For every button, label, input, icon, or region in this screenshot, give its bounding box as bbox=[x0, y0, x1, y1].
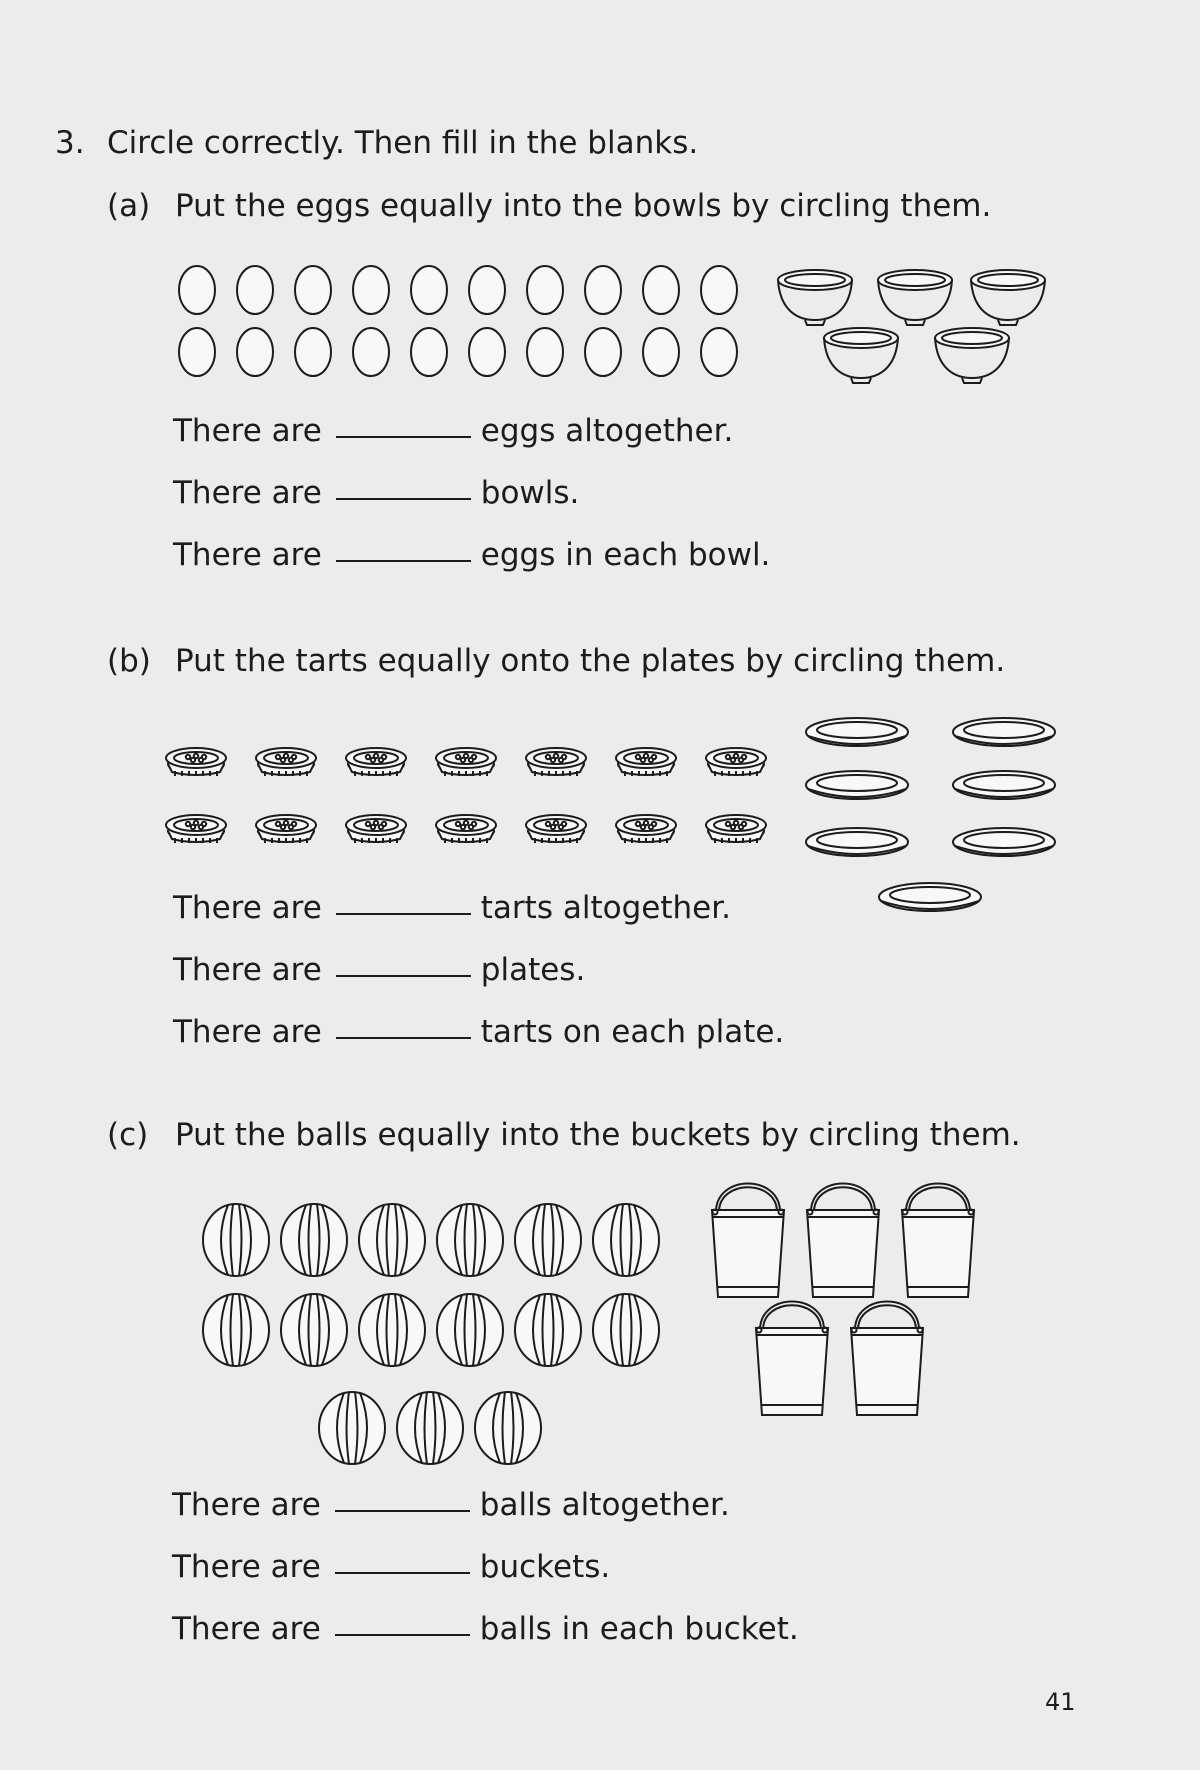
ball-icon[interactable] bbox=[593, 1204, 659, 1276]
tart-icon[interactable] bbox=[526, 815, 586, 843]
plate-icon[interactable] bbox=[806, 718, 908, 746]
line-suffix: balls in each bucket. bbox=[479, 1611, 799, 1647]
line-prefix: There are bbox=[173, 890, 322, 926]
egg-icon[interactable] bbox=[643, 328, 679, 376]
ball-icon[interactable] bbox=[397, 1392, 463, 1464]
part-a-line-3 bbox=[173, 537, 770, 573]
part-c-letter: (c) bbox=[107, 1117, 149, 1153]
egg-icon[interactable] bbox=[701, 266, 737, 314]
bucket-icon[interactable] bbox=[712, 1184, 784, 1298]
part-b-heading bbox=[107, 643, 1005, 679]
page-number: 41 bbox=[1045, 1688, 1076, 1716]
question-number: 3. bbox=[55, 125, 85, 161]
egg-icon[interactable] bbox=[585, 266, 621, 314]
part-b-letter: (b) bbox=[107, 643, 151, 679]
plate-icon[interactable] bbox=[953, 828, 1055, 856]
egg-icon[interactable] bbox=[469, 266, 505, 314]
tart-icon[interactable] bbox=[526, 748, 586, 776]
part-a-letter: (a) bbox=[107, 188, 151, 224]
plate-icon[interactable] bbox=[953, 771, 1055, 799]
ball-icon[interactable] bbox=[515, 1294, 581, 1366]
line-prefix: There are bbox=[172, 1549, 321, 1585]
bowl-icon[interactable] bbox=[935, 328, 1009, 383]
line-prefix: There are bbox=[173, 475, 322, 511]
part-c-instruction: Put the balls equally into the buckets by circling them. bbox=[175, 1117, 1021, 1153]
part-c-line-1 bbox=[172, 1487, 730, 1523]
egg-icon[interactable] bbox=[353, 328, 389, 376]
bowl-icon[interactable] bbox=[878, 270, 952, 325]
ball-icon[interactable] bbox=[359, 1294, 425, 1366]
part-c-heading bbox=[107, 1117, 1021, 1153]
ball-icon[interactable] bbox=[593, 1294, 659, 1366]
ball-icon[interactable] bbox=[515, 1204, 581, 1276]
bowl-icon[interactable] bbox=[971, 270, 1045, 325]
egg-icon[interactable] bbox=[237, 266, 273, 314]
tart-icon[interactable] bbox=[346, 748, 406, 776]
tart-icon[interactable] bbox=[166, 748, 226, 776]
tart-icon[interactable] bbox=[346, 815, 406, 843]
line-prefix: There are bbox=[173, 413, 322, 449]
line-suffix: eggs in each bowl. bbox=[480, 537, 771, 573]
bucket-icon[interactable] bbox=[902, 1184, 974, 1298]
part-b-line-2 bbox=[173, 952, 585, 988]
part-b-instruction: Put the tarts equally onto the plates by circling them. bbox=[175, 643, 1006, 679]
ball-icon[interactable] bbox=[475, 1392, 541, 1464]
line-suffix: plates. bbox=[480, 952, 586, 988]
plate-icon[interactable] bbox=[953, 718, 1055, 746]
egg-icon[interactable] bbox=[179, 328, 215, 376]
tart-icon[interactable] bbox=[616, 748, 676, 776]
answer-blank[interactable] bbox=[336, 913, 471, 915]
bucket-icon[interactable] bbox=[851, 1302, 923, 1416]
egg-icon[interactable] bbox=[295, 328, 331, 376]
egg-icon[interactable] bbox=[527, 328, 563, 376]
plate-icon[interactable] bbox=[879, 883, 981, 911]
bowl-icon[interactable] bbox=[778, 270, 852, 325]
bucket-icon[interactable] bbox=[756, 1302, 828, 1416]
egg-icon[interactable] bbox=[643, 266, 679, 314]
answer-blank[interactable] bbox=[336, 436, 471, 438]
plate-icon[interactable] bbox=[806, 771, 908, 799]
line-suffix: tarts altogether. bbox=[480, 890, 731, 926]
ball-icon[interactable] bbox=[281, 1204, 347, 1276]
egg-icon[interactable] bbox=[237, 328, 273, 376]
ball-icon[interactable] bbox=[281, 1294, 347, 1366]
part-a-instruction: Put the eggs equally into the bowls by circling them. bbox=[175, 188, 992, 224]
tart-icon[interactable] bbox=[616, 815, 676, 843]
question-instruction: Circle correctly. Then fill in the blanks. bbox=[107, 125, 699, 161]
tart-icon[interactable] bbox=[706, 815, 766, 843]
egg-icon[interactable] bbox=[469, 328, 505, 376]
part-a-line-2 bbox=[173, 475, 579, 511]
ball-icon[interactable] bbox=[203, 1294, 269, 1366]
part-a-line-1 bbox=[173, 413, 733, 449]
tart-icon[interactable] bbox=[256, 815, 316, 843]
line-prefix: There are bbox=[172, 1487, 321, 1523]
egg-icon[interactable] bbox=[701, 328, 737, 376]
part-b-line-3 bbox=[173, 1014, 784, 1050]
line-prefix: There are bbox=[173, 1014, 322, 1050]
tart-icon[interactable] bbox=[706, 748, 766, 776]
part-c-line-2 bbox=[172, 1549, 610, 1585]
answer-blank[interactable] bbox=[336, 1037, 471, 1039]
egg-icon[interactable] bbox=[179, 266, 215, 314]
ball-icon[interactable] bbox=[437, 1204, 503, 1276]
egg-icon[interactable] bbox=[585, 328, 621, 376]
part-b-line-1 bbox=[173, 890, 731, 926]
bucket-icon[interactable] bbox=[807, 1184, 879, 1298]
ball-icon[interactable] bbox=[319, 1392, 385, 1464]
plate-icon[interactable] bbox=[806, 828, 908, 856]
answer-blank[interactable] bbox=[336, 975, 471, 977]
line-suffix: balls altogether. bbox=[479, 1487, 730, 1523]
tart-icon[interactable] bbox=[166, 815, 226, 843]
answer-blank[interactable] bbox=[335, 1634, 470, 1636]
egg-icon[interactable] bbox=[295, 266, 331, 314]
answer-blank[interactable] bbox=[335, 1572, 470, 1574]
answer-blank[interactable] bbox=[336, 560, 471, 562]
egg-icon[interactable] bbox=[411, 266, 447, 314]
ball-icon[interactable] bbox=[437, 1294, 503, 1366]
answer-blank[interactable] bbox=[336, 498, 471, 500]
tart-icon[interactable] bbox=[256, 748, 316, 776]
line-prefix: There are bbox=[173, 952, 322, 988]
tart-icon[interactable] bbox=[436, 815, 496, 843]
egg-icon[interactable] bbox=[353, 266, 389, 314]
line-prefix: There are bbox=[172, 1611, 321, 1647]
egg-icon[interactable] bbox=[411, 328, 447, 376]
answer-blank[interactable] bbox=[335, 1510, 470, 1512]
ball-icon[interactable] bbox=[359, 1204, 425, 1276]
bowl-icon[interactable] bbox=[824, 328, 898, 383]
ball-icon[interactable] bbox=[203, 1204, 269, 1276]
line-suffix: bowls. bbox=[480, 475, 580, 511]
egg-icon[interactable] bbox=[527, 266, 563, 314]
line-prefix: There are bbox=[173, 537, 322, 573]
part-c-line-3 bbox=[172, 1611, 799, 1647]
line-suffix: buckets. bbox=[479, 1549, 611, 1585]
tart-icon[interactable] bbox=[436, 748, 496, 776]
line-suffix: eggs altogether. bbox=[480, 413, 734, 449]
line-suffix: tarts on each plate. bbox=[480, 1014, 785, 1050]
